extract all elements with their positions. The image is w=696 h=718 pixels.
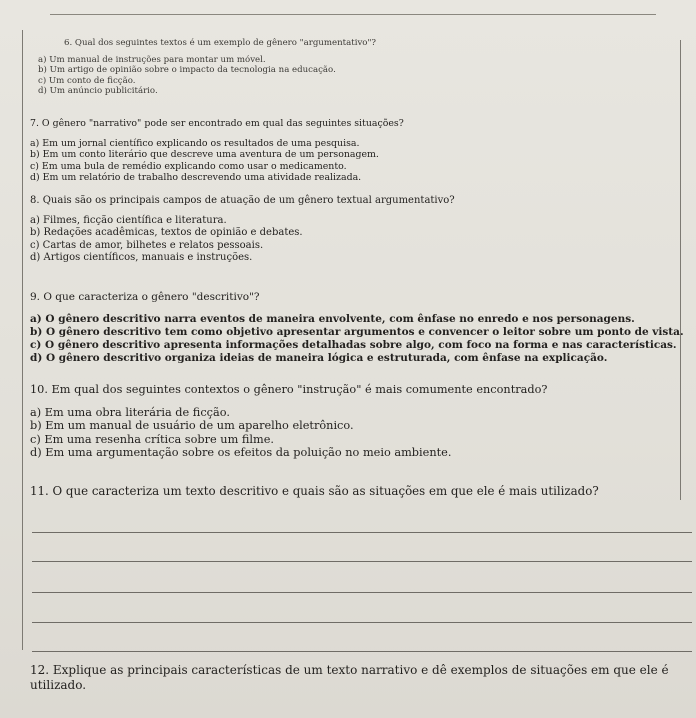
question-9-option-d: d) O gênero descritivo organiza ideias de maneira lógica e estruturada, com ênfase na explicação. — [30, 352, 608, 364]
question-8-option-b: b) Redações acadêmicas, textos de opinião e debates. — [30, 227, 303, 239]
question-6-option-d: d) Um anúncio publicitário. — [38, 86, 158, 96]
answer-line-4[interactable] — [32, 622, 692, 623]
question-6 — [0, 38, 696, 97]
question-6-option-b: b) Um artigo de opinião sobre o impacto da tecnologia na educação. — [38, 65, 336, 75]
question-6-option-c: c) Um conto de ficção. — [38, 75, 136, 86]
question-11-stem: 11. O que caracteriza um texto descritivo e quais são as situações em que ele é mais utilizado? — [30, 484, 599, 498]
question-11 — [0, 484, 696, 498]
question-9-option-c: c) O gênero descritivo apresenta informações detalhadas sobre algo, com foco na forma e nas características. — [30, 339, 677, 351]
question-7-stem: 7. O gênero "narrativo" pode ser encontrado em qual das seguintes situações? — [30, 118, 404, 129]
question-7-option-d: d) Em um relatório de trabalho descrevendo uma atividade realizada. — [30, 172, 362, 184]
question-7-option-c: c) Em uma bula de remédio explicando como usar o medicamento. — [30, 160, 347, 172]
question-10-option-a: a) Em uma obra literária de ficção. — [30, 406, 230, 420]
question-8-option-a: a) Filmes, ficção científica e literatura. — [30, 215, 227, 227]
question-10 — [0, 383, 696, 459]
question-12-stem: 12. Explique as principais características de um texto narrativo e dê exemplos de situações em que ele é utilizado. — [30, 663, 669, 692]
answer-line-1[interactable] — [32, 532, 692, 533]
question-8-stem: 8. Quais são os principais campos de atuação de um gênero textual argumentativo? — [30, 195, 455, 206]
question-7 — [0, 118, 696, 184]
question-7-option-a: a) Em um jornal científico explicando os resultados de uma pesquisa. — [30, 137, 360, 149]
question-8-option-c: c) Cartas de amor, bilhetes e relatos pessoais. — [30, 239, 264, 251]
question-6-option-a: a) Um manual de instruções para montar um móvel. — [38, 54, 266, 65]
question-6-stem: 6. Qual dos seguintes textos é um exemplo de gênero "argumentativo"? — [64, 38, 377, 48]
question-9 — [0, 291, 696, 365]
question-9-option-b: b) O gênero descritivo tem como objetivo apresentar argumentos e convencer o leitor sobre um ponto de vista. — [30, 326, 684, 338]
question-12 — [0, 663, 696, 693]
top-rule — [50, 14, 656, 15]
question-8 — [0, 195, 696, 264]
question-9-option-a: a) O gênero descritivo narra eventos de maneira envolvente, com ênfase no enredo e nos personagens. — [30, 313, 635, 325]
answer-line-3[interactable] — [32, 592, 692, 593]
question-7-option-b: b) Em um conto literário que descreve uma aventura de um personagem. — [30, 149, 379, 161]
answer-line-2[interactable] — [32, 561, 692, 562]
question-10-option-c: c) Em uma resenha crítica sobre um filme. — [30, 432, 275, 446]
question-10-option-b: b) Em um manual de usuário de um aparelho eletrônico. — [30, 419, 354, 433]
question-10-stem: 10. Em qual dos seguintes contextos o gênero "instrução" é mais comumente encontrado? — [30, 383, 548, 396]
question-10-option-d: d) Em uma argumentação sobre os efeitos da poluição no meio ambiente. — [30, 445, 452, 459]
question-9-stem: 9. O que caracteriza o gênero "descritivo"? — [30, 291, 260, 303]
answer-line-5[interactable] — [32, 651, 692, 652]
question-8-option-d: d) Artigos científicos, manuais e instruções. — [30, 251, 253, 263]
